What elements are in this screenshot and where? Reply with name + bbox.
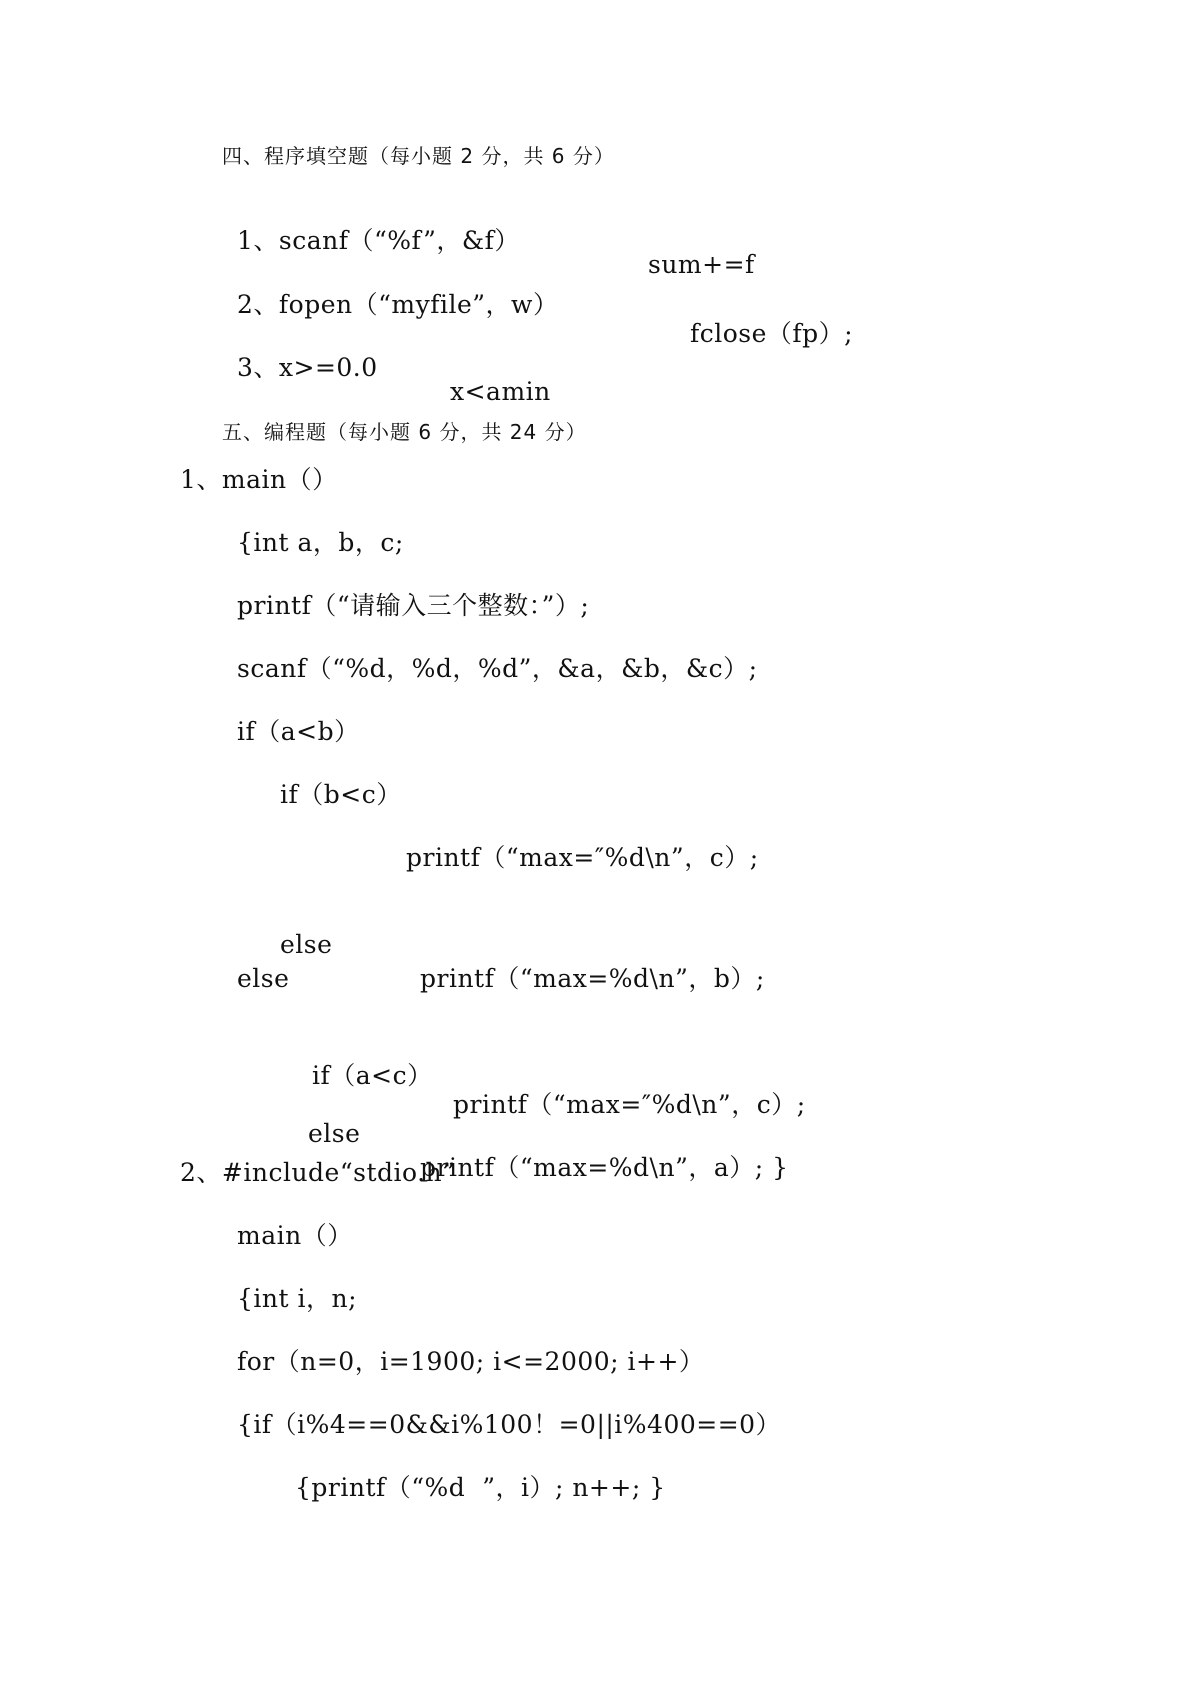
program1-line-10-printf: printf（“max=″%d\n”，c）; xyxy=(453,1090,806,1119)
program1-line-11-printf: printf（“max=%d\n”，a）; } xyxy=(420,1153,789,1182)
program2-line-4: for（n=0，i=1900; i<=2000; i++） xyxy=(237,1347,705,1376)
program1-line-1: 1、main（） xyxy=(180,465,338,494)
section-5-heading: 五、编程题（每小题 6 分，共 24 分） xyxy=(222,420,587,444)
program1-line-8-printf: printf（“max=%d\n”，b）; xyxy=(420,964,765,993)
program2-line-2: main（） xyxy=(237,1221,353,1250)
program2-line-1: 2、#include“stdio.h” xyxy=(180,1158,456,1187)
answer-3-part-a: 3、x>=0.0 xyxy=(237,353,378,382)
program1-line-9: else xyxy=(237,964,290,993)
program1-line-11-else: else xyxy=(308,1119,361,1148)
program1-line-10-if: if（a<c） xyxy=(312,1061,433,1090)
answer-1-part-b: sum+=f xyxy=(648,250,755,279)
program1-line-3: printf（“请输入三个整数：”）; xyxy=(237,591,590,620)
program1-line-7: printf（“max=″%d\n”，c）; xyxy=(406,843,759,872)
program1-line-5: if（a<b） xyxy=(237,717,360,746)
program1-line-6: if（b<c） xyxy=(280,780,402,809)
program2-line-3: {int i，n; xyxy=(237,1284,358,1313)
program1-line-8 xyxy=(0,901,765,1017)
answer-2-part-a: 2、fopen（“myfile”，w） xyxy=(237,290,559,319)
answer-2-part-b: fclose（fp）; xyxy=(690,319,854,348)
answer-3-part-b: x<amin xyxy=(450,377,551,406)
program1-line-8-else: else xyxy=(280,930,333,959)
program1-line-2: {int a，b，c; xyxy=(237,528,404,557)
program2-line-5: {if（i%4==0&&i%100！=0||i%400==0） xyxy=(237,1410,782,1439)
section-4-heading: 四、程序填空题（每小题 2 分，共 6 分） xyxy=(222,144,615,168)
program2-line-6: {printf（“%d ”，i）; n++; } xyxy=(295,1473,666,1502)
answer-1-part-a: 1、scanf（“%f”，&f） xyxy=(237,226,520,255)
program1-line-4: scanf（“%d，%d，%d”，&a，&b，&c）; xyxy=(237,654,758,683)
